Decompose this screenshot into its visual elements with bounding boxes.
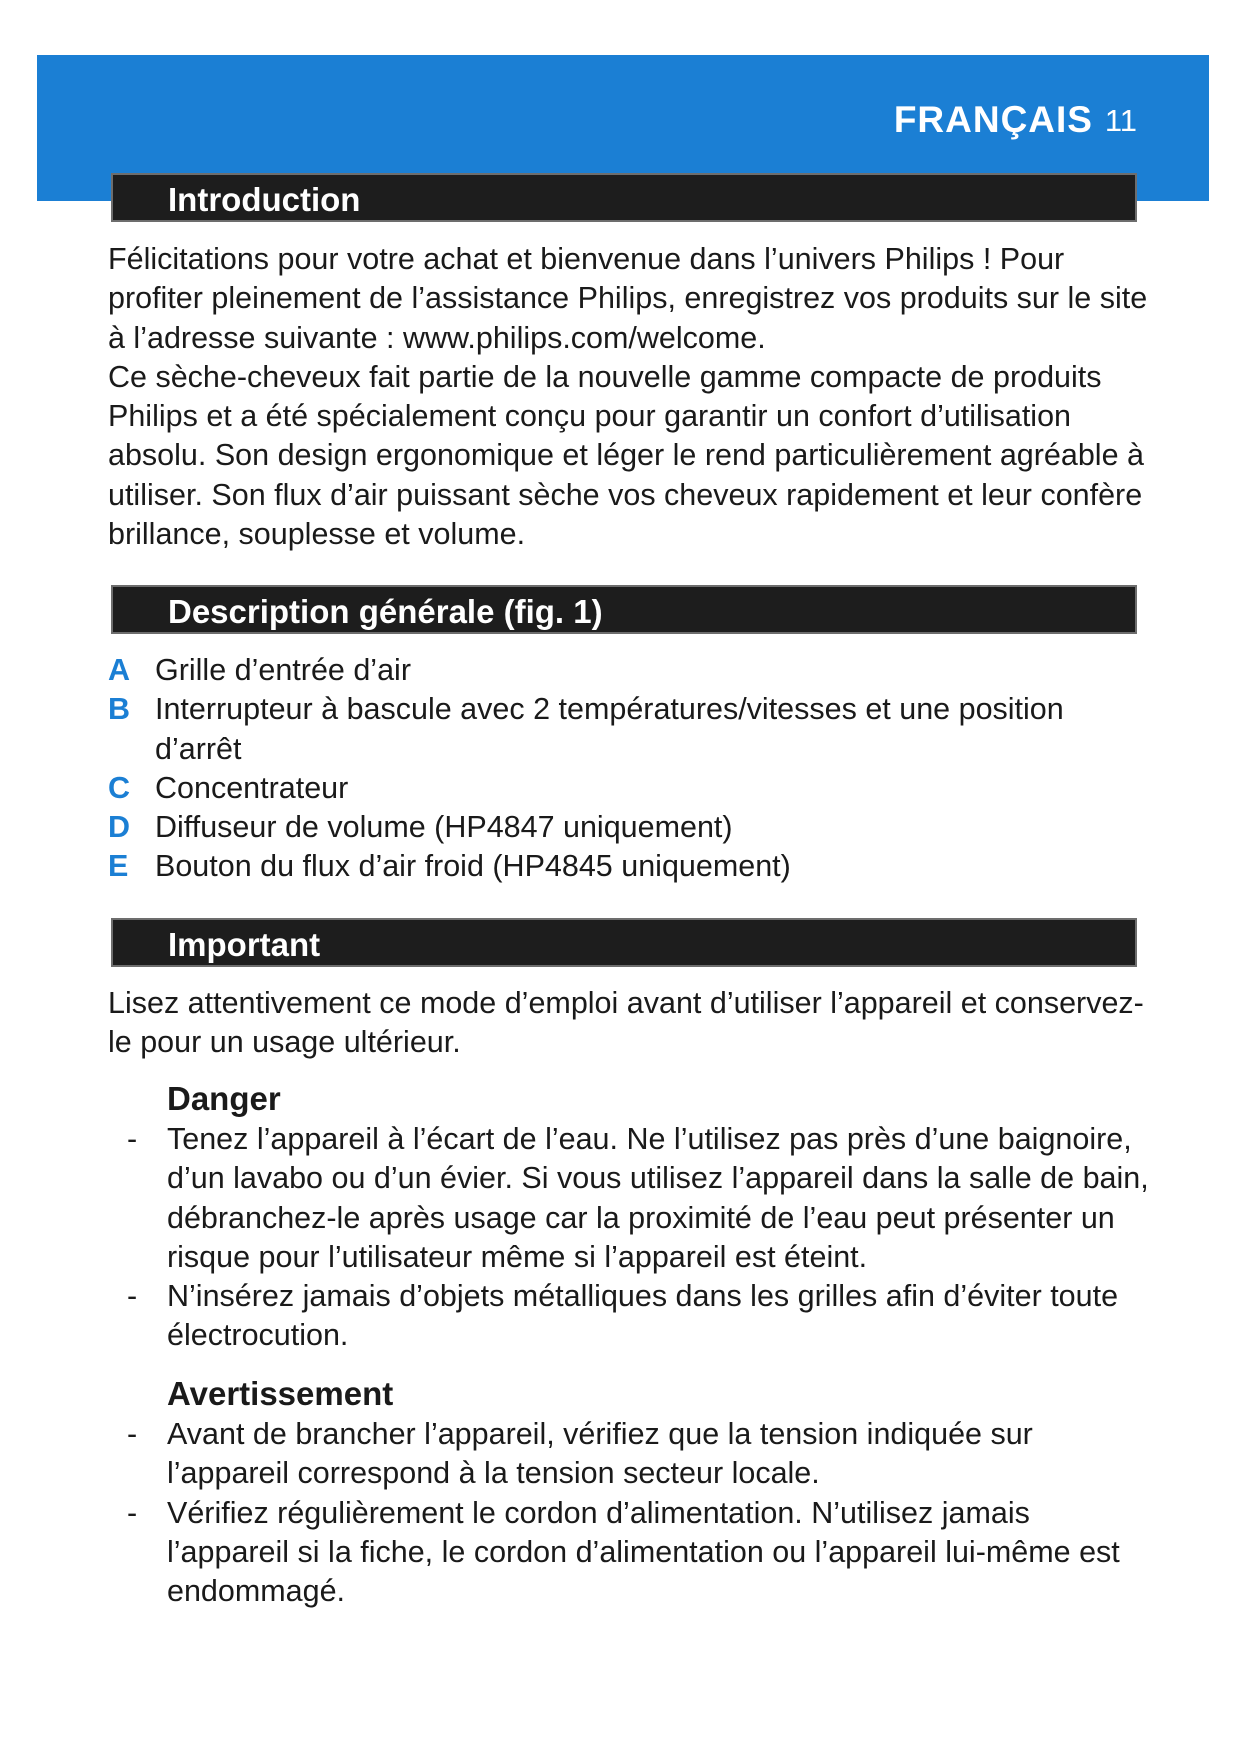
warning-item-text: Avant de brancher l’appareil, vérifiez que la tension indiquée sur l’appareil correspond à la tension secteur locale. [167,1417,1033,1491]
warning-heading: Avertissement [167,1375,394,1412]
dash-bullet: - [127,1417,138,1451]
list-item [108,651,1148,690]
introduction-text [108,240,1148,554]
introduction-paragraph: Ce sèche-cheveux fait partie de la nouvelle gamme compacte de produits Philips et a été spécialement conçu pour garantir un confort d’utilisation absolu. Son design ergonomique et léger le rend particulièrement agréable à utiliser. Son flux d’air puissant sèche vos cheveux rapidement et leur confère brillance, souplesse et volume. [108,359,1144,552]
part-label: Interrupteur à bascule avec 2 températures/vitesses et une position d’arrêt [155,692,1064,766]
warning-list [127,1415,1157,1611]
section-title: Introduction [168,181,361,218]
part-letter: E [108,849,129,884]
section-header-description [111,585,1137,634]
part-label: Bouton du flux d’air froid (HP4845 uniquement) [155,849,791,884]
danger-item-text: Tenez l’appareil à l’écart de l’eau. Ne l’utilisez pas près d’une baignoire, d’un lavabo ou d’un évier. Si vous utilisez l’appareil dans la salle de bain, débranchez-le après usage car la proximité de l’eau peut présenter un risque pour l’utilisateur même si l’appareil est éteint. [167,1122,1149,1274]
list-item [108,769,1148,808]
list-item [108,690,1148,769]
danger-list [127,1120,1157,1356]
part-letter: A [108,653,131,687]
part-label: Grille d’entrée d’air [155,653,411,687]
part-label: Diffuseur de volume (HP4847 uniquement) [155,810,733,845]
list-item [127,1415,1157,1494]
part-label: Concentrateur [155,770,349,805]
list-item [127,1277,1157,1356]
introduction-paragraph: Félicitations pour votre achat et bienvenue dans l’univers Philips ! Pour profiter pleinement de l’assistance Philips, enregistrez vos produits sur le site à l’adresse suivante : www.philips.com/welcome. [108,242,1148,355]
dash-bullet: - [127,1279,138,1314]
part-letter: D [108,810,131,845]
warning-item-text: Vérifiez régulièrement le cordon d’alimentation. N’utilisez jamais l’appareil si la fiche, le cordon d’alimentation ou l’appareil lui-même est endommagé. [167,1495,1120,1609]
part-letter: C [108,770,131,805]
list-item [108,847,1148,886]
parts-list [108,651,1148,887]
list-item [127,1494,1157,1612]
important-intro-text: Lisez attentivement ce mode d’emploi avant d’utiliser l’appareil et conservez-le pour un usage ultérieur. [108,986,1144,1060]
list-item [127,1120,1157,1277]
part-letter: B [108,692,131,727]
section-title: Description générale (fig. 1) [168,593,603,630]
danger-item-text: N’insérez jamais d’objets métalliques dans les grilles afin d’éviter toute électrocution. [167,1279,1119,1353]
list-item [108,808,1148,847]
page-number: 11 [1104,103,1137,138]
section-header-introduction [111,173,1137,222]
danger-heading: Danger [167,1080,281,1117]
section-title: Important [168,926,321,963]
language-label: FRANÇAIS [893,99,1093,140]
dash-bullet: - [127,1495,138,1530]
section-header-important [111,918,1137,967]
important-intro [108,984,1148,1063]
dash-bullet: - [127,1122,138,1156]
